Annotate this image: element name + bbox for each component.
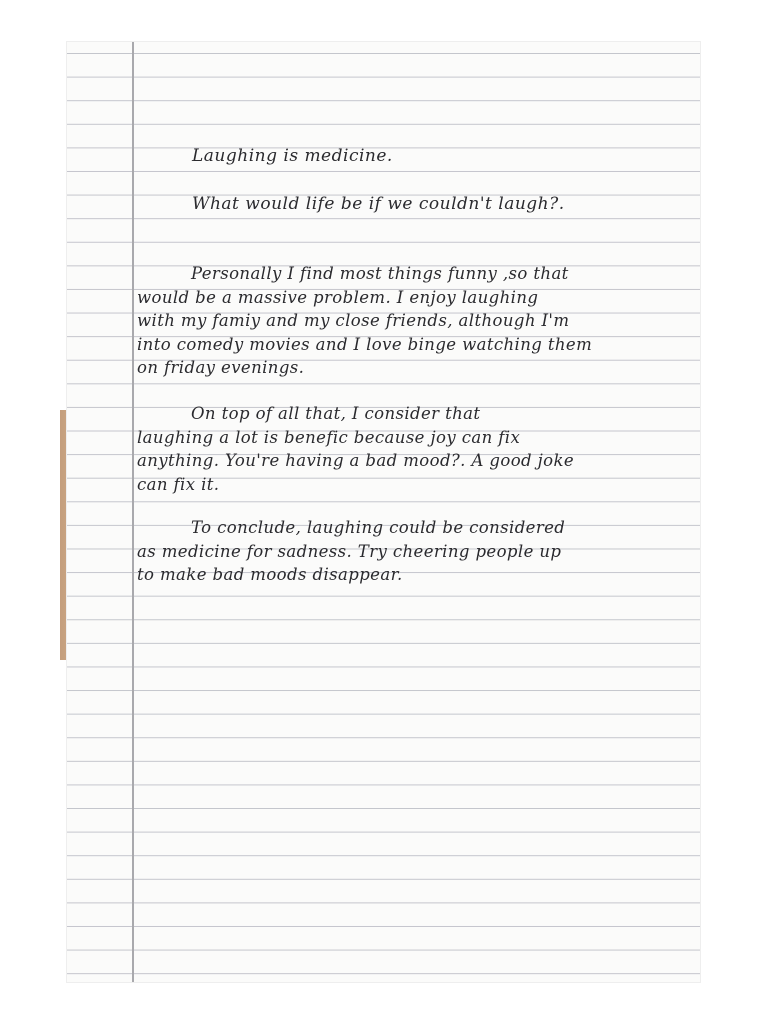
- paragraph-line: On top of all that, I consider that: [191, 404, 481, 423]
- paragraph-line: as medicine for sadness. Try cheering people up: [137, 541, 562, 561]
- paragraph-line: with my famiy and my close friends, although I'm: [137, 311, 570, 331]
- paragraph-2: [137, 402, 697, 496]
- paragraph-line: anything. You're having a bad mood?. A good joke: [137, 451, 575, 471]
- paragraph-line: into comedy movies and I love binge watching them: [137, 334, 593, 354]
- paragraph-line: To conclude, laughing could be considered: [191, 518, 566, 537]
- paragraph-line: to make bad moods disappear.: [137, 565, 403, 585]
- paragraph-line: would be a massive problem. I enjoy laughing: [137, 287, 539, 307]
- essay-title: Laughing is medicine.: [192, 146, 393, 166]
- paragraph-line: laughing a lot is benefic because joy can fix: [137, 427, 521, 447]
- essay-question: What would life be if we couldn't laugh?.: [192, 194, 565, 214]
- paragraph-line: can fix it.: [137, 474, 220, 494]
- paragraph-1: [137, 262, 697, 380]
- lined-paper-sheet: [67, 42, 700, 982]
- paragraph-line: on friday evenings.: [137, 358, 305, 378]
- paragraph-line: Personally I find most things funny ,so that: [191, 264, 569, 283]
- paragraph-3: [137, 516, 697, 587]
